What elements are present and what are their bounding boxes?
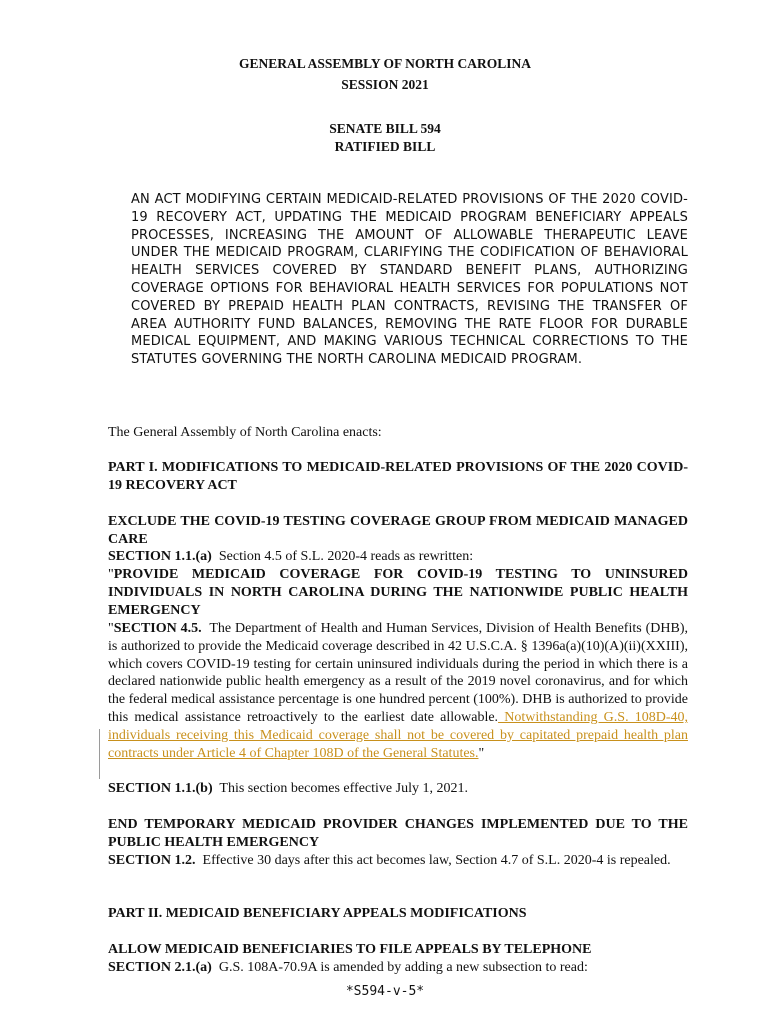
part1-heading: PART I. MODIFICATIONS TO MEDICAID-RELATED PROVISIONS OF THE 2020 COVID-19 RECOVERY ACT bbox=[108, 460, 688, 493]
part1-subheading-2: END TEMPORARY MEDICAID PROVIDER CHANGES IMPLEMENTED DUE TO THE PUBLIC HEALTH EMERGENCY bbox=[108, 817, 688, 850]
quoted-heading bbox=[108, 566, 688, 619]
section-1-2 bbox=[108, 852, 688, 870]
section-4-5 bbox=[108, 620, 688, 762]
quote-mark: " bbox=[108, 567, 114, 582]
part2-heading: PART II. MEDICAID BENEFICIARY APPEALS MODIFICATIONS bbox=[108, 906, 527, 921]
inserted-text: Notwithstanding G.S. 108D-40, individuals receiving this Medicaid coverage shall not be covered by capitated prepaid health plan contracts under Article 4 of Chapter 108D of the General Statutes. bbox=[108, 709, 688, 761]
assembly-heading: GENERAL ASSEMBLY OF NORTH CAROLINA bbox=[238, 56, 532, 71]
section-1-1b bbox=[108, 780, 688, 798]
bill-status: RATIFIED BILL bbox=[334, 139, 436, 154]
section-label: SECTION 1.2. bbox=[108, 853, 196, 868]
section-label: SECTION 1.1.(b) bbox=[108, 781, 213, 796]
section-label: SECTION 2.1.(a) bbox=[108, 960, 212, 975]
section-label: SECTION 4.5. bbox=[113, 621, 202, 636]
enacting-clause: The General Assembly of North Carolina enacts: bbox=[108, 425, 382, 440]
section-label: SECTION 1.1.(a) bbox=[108, 549, 212, 564]
section-text: Effective 30 days after this act becomes law, Section 4.7 of S.L. 2020-4 is repealed. bbox=[202, 853, 671, 868]
section-text: Section 4.5 of S.L. 2020-4 reads as rewritten: bbox=[218, 549, 474, 564]
revision-change-bar bbox=[99, 729, 100, 779]
act-title: AN ACT MODIFYING CERTAIN MEDICAID-RELATED PROVISIONS OF THE 2020 COVID-19 RECOVERY ACT, UPDATING THE MEDICAID PROGRAM BENEFICIARY APPEALS PROCESSES, INCREASING THE AMOUNT OF ALLOWABLE THERAPEUTIC LEAVE UNDER THE MEDICAID PROGRAM, CLARIFYING THE CODIFICATION OF BEHAVIORAL HEALTH SERVICES COVERED BY STANDARD BENEFIT PLANS, AUTHORIZING COVERAGE OPTIONS FOR BEHAVIORAL HEALTH SERVICES FOR POPULATIONS NOT COVERED BY PREPAID HEALTH PLAN CONTRACTS, REVISING THE TRANSFER OF AREA AUTHORITY FUND BALANCES, REMOVING THE RATE FLOOR FOR DURABLE MEDICAL EQUIPMENT, AND MAKING VARIOUS TECHNICAL CORRECTIONS TO THE STATUTES GOVERNING THE NORTH CAROLINA MEDICAID PROGRAM. bbox=[131, 192, 688, 368]
quote-mark: " bbox=[108, 621, 114, 636]
session-heading: SESSION 2021 bbox=[341, 77, 429, 92]
section-2-1a bbox=[108, 959, 688, 977]
page-footer-code: *S594-v-5* bbox=[345, 984, 425, 999]
section-text: G.S. 108A-70.9A is amended by adding a new subsection to read: bbox=[218, 960, 588, 975]
section-text: This section becomes effective July 1, 2021. bbox=[219, 781, 468, 796]
quoted-heading-text: PROVIDE MEDICAID COVERAGE FOR COVID-19 TESTING TO UNINSURED INDIVIDUALS IN NORTH CAROLINA DURING THE NATIONWIDE PUBLIC HEALTH EMERGENCY bbox=[108, 567, 688, 618]
section-text: The Department of Health and Human Services, Division of Health Benefits (DHB), is authorized to provide the Medicaid coverage described in 42 U.S.C.A. § 1396a(a)(10)(A)(ii)(XXIII), which covers COVID-19 testing for certain uninsured individuals during the period in which there is a declared nationwide public health emergency as a result of the 2019 novel coronavirus, and for which the federal medical assistance percentage is one hundred percent (100%). DHB is authorized to provide this medical assistance retroactively to the earliest date allowable. bbox=[108, 621, 689, 725]
quote-mark: " bbox=[478, 745, 485, 761]
bill-number: SENATE BILL 594 bbox=[329, 121, 441, 136]
section-1-1a bbox=[108, 548, 688, 566]
part1-subheading: EXCLUDE THE COVID-19 TESTING COVERAGE GROUP FROM MEDICAID MANAGED CARE bbox=[108, 514, 688, 547]
part2-subheading: ALLOW MEDICAID BENEFICIARIES TO FILE APPEALS BY TELEPHONE bbox=[108, 942, 592, 957]
